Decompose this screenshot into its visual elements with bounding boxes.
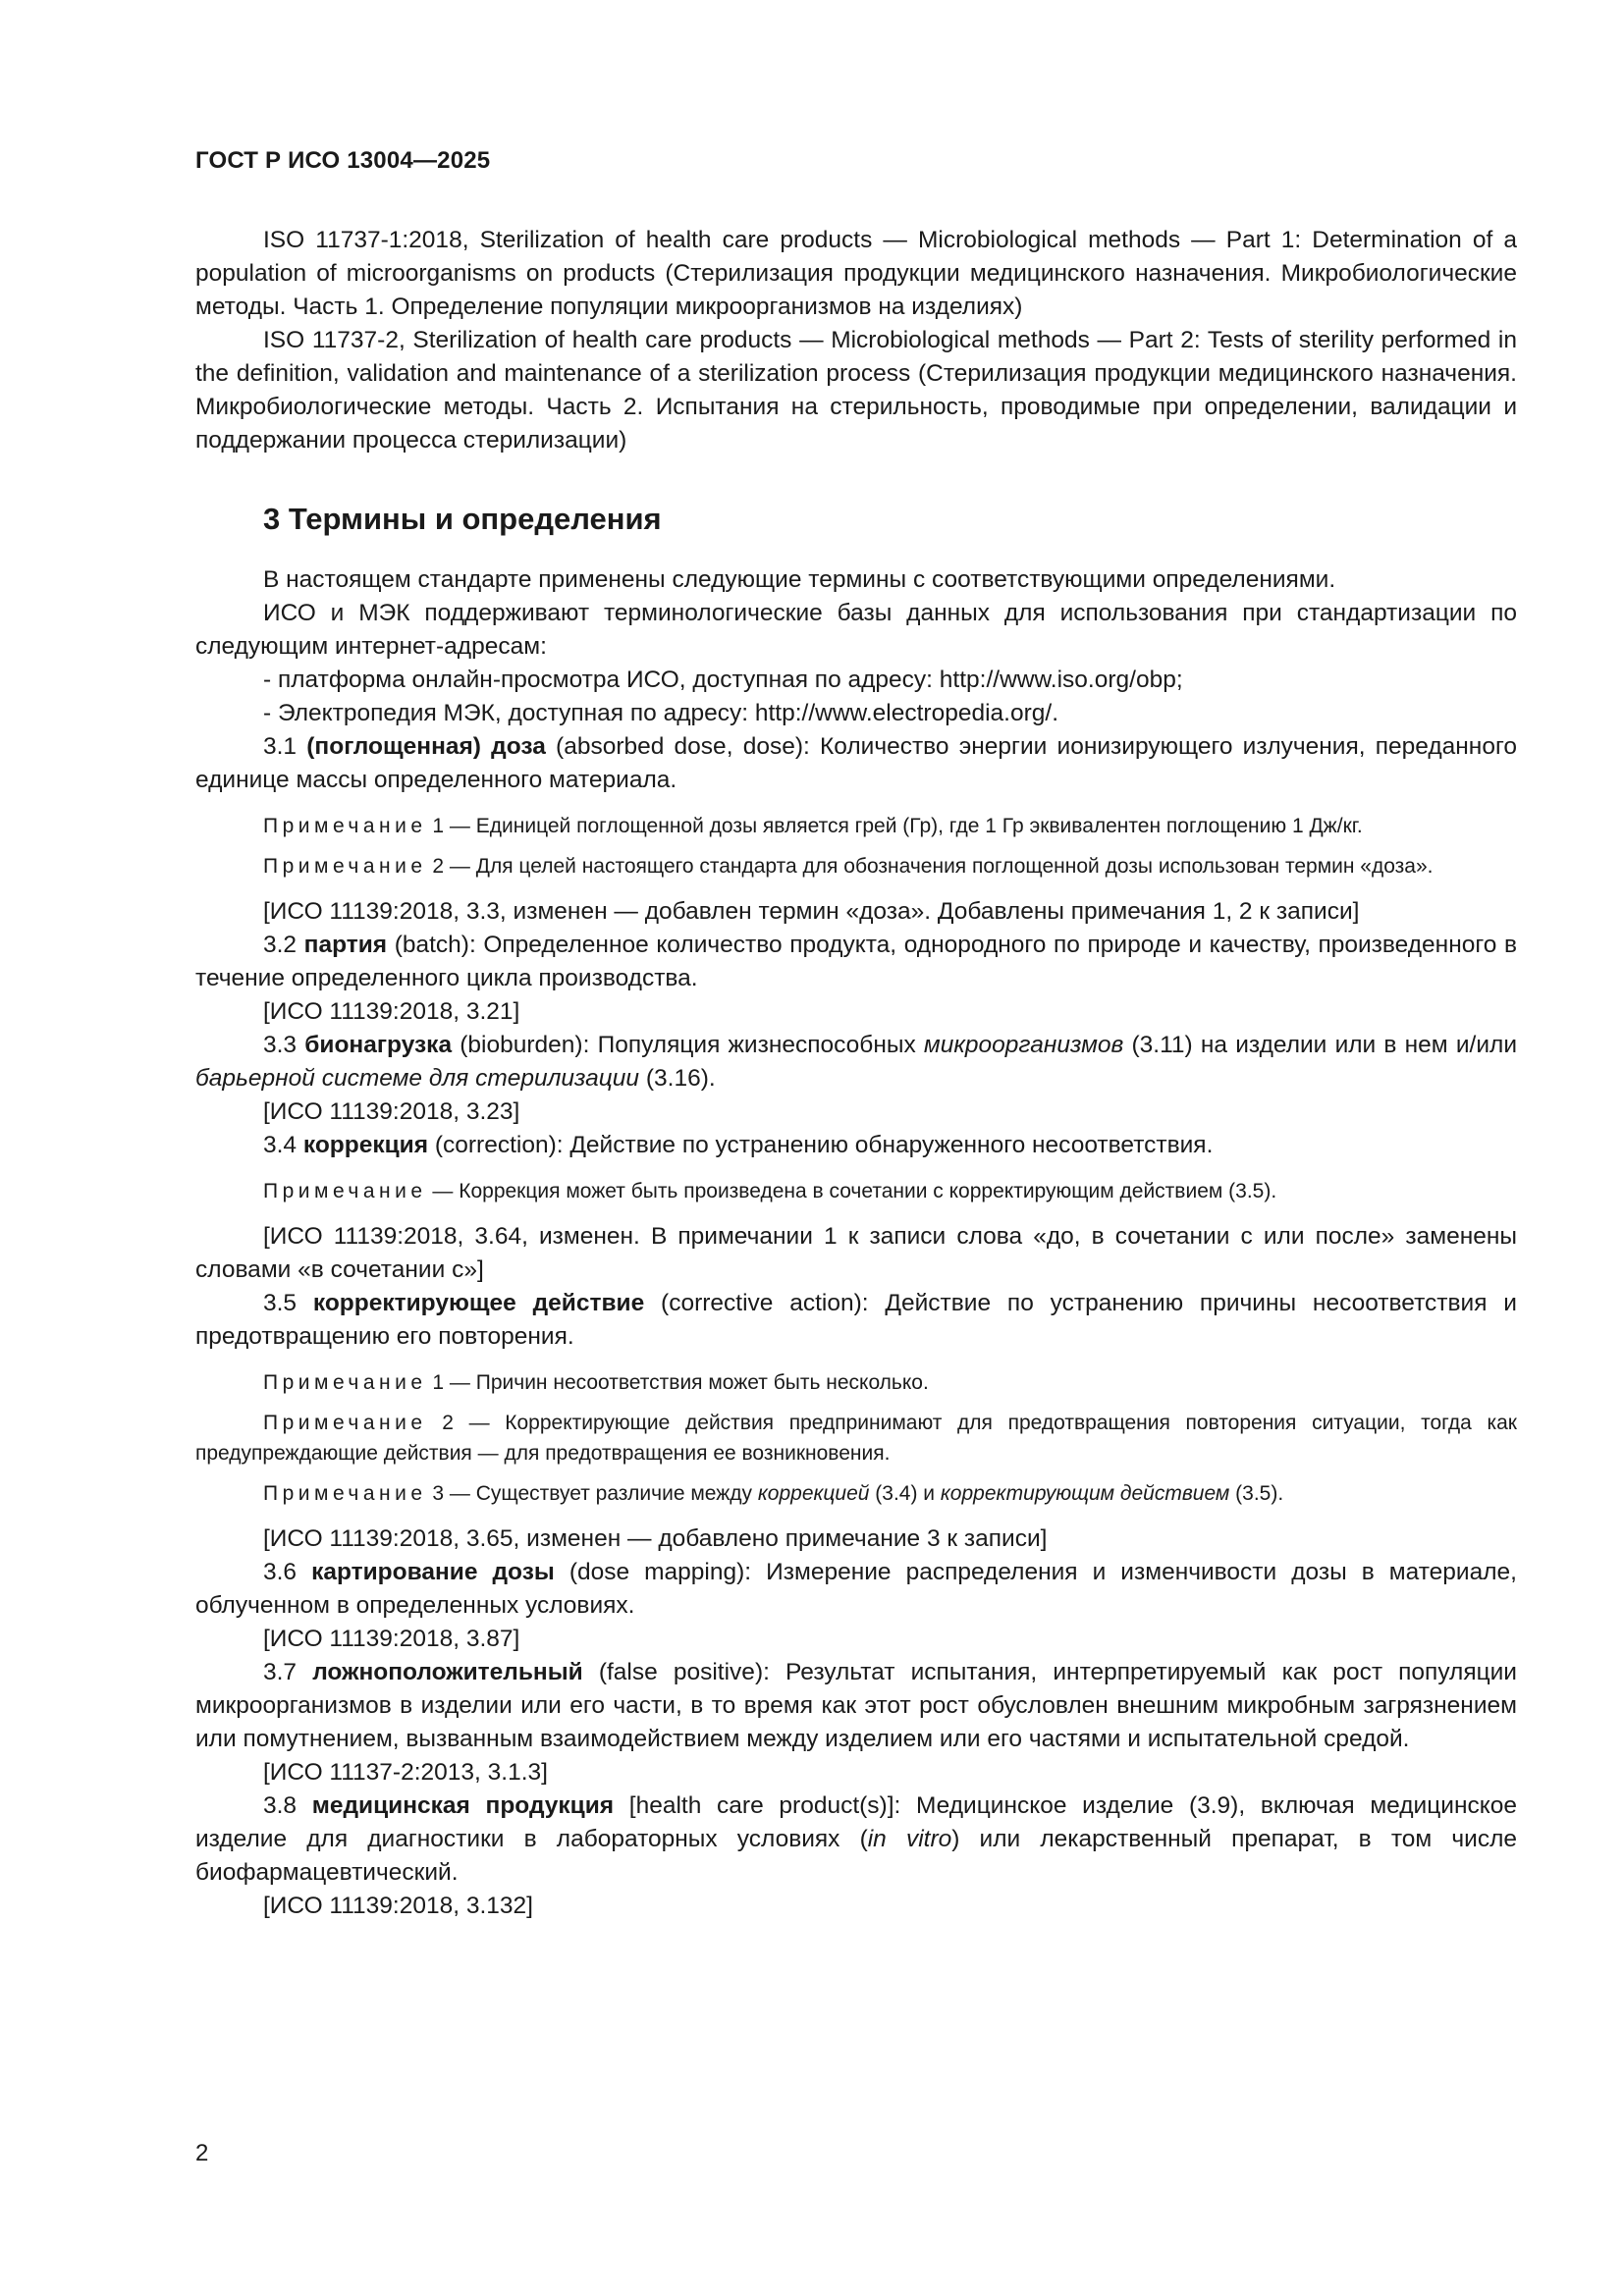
note-text: 1 — Причин несоответствия может быть несколько. bbox=[426, 1371, 929, 1394]
note-text: 2 — Для целей настоящего стандарта для обозначения поглощенной дозы использован термин «доза». bbox=[426, 855, 1434, 878]
term-number: 3.5 bbox=[263, 1290, 313, 1316]
term-definition: [health care product(s)]: Медицинское изделие (3.9), включая медицинское изделие для диагностики в лабораторных условиях ( bbox=[195, 1792, 1517, 1852]
term-name: партия bbox=[303, 932, 388, 958]
note-label: Примечание bbox=[263, 1180, 427, 1202]
note-text: 2 — Корректирующие действия предпринимают для предотвращения повторения ситуации, тогда как предупреждающие действия — для предотвращения ее возникновения. bbox=[195, 1412, 1517, 1465]
note-text: 1 — Единицей поглощенной дозы является грей (Гр), где 1 Гр эквивалентен поглощению 1 Дж/кг. bbox=[426, 815, 1363, 837]
reference-iso-11737-1: ISO 11737-1:2018, Sterilization of health care products — Microbiological methods — Part 1: Determination of a population of microorganisms on products (Стерилизация продукции медицинского назначения. Микробиологические методы. Часть 1. Определение популяции микроорганизмов на изделиях) bbox=[195, 227, 1517, 320]
note-3-5-3 bbox=[195, 1478, 1517, 1509]
term-3-4 bbox=[195, 1129, 1517, 1162]
term-definition: (3.16). bbox=[639, 1065, 716, 1092]
note-label: Примечание bbox=[263, 1482, 427, 1505]
note-3-1-2 bbox=[195, 851, 1517, 881]
note-label: Примечание bbox=[263, 1412, 427, 1434]
section-heading: 3 Термины и определения bbox=[263, 502, 662, 536]
term-name: бионагрузка bbox=[304, 1032, 453, 1058]
term-definition: (false positive): Результат испытания, интерпретируемый как рост популяции микроорганизмов в изделии или его части, в то время как этот рост обусловлен внешним микробным загрязнением или помутнением, вызванным взаимодействием между изделием или его частями и испытательной средой. bbox=[195, 1659, 1517, 1752]
page-number: 2 bbox=[195, 2140, 209, 2166]
term-name: коррекция bbox=[302, 1132, 429, 1158]
term-name: ложноположительный bbox=[312, 1659, 583, 1685]
source-3-7: [ИСО 11137-2:2013, 3.1.3] bbox=[263, 1759, 548, 1786]
term-number: 3.8 bbox=[263, 1792, 312, 1819]
note-label: Примечание bbox=[263, 1371, 427, 1394]
bullet-iso-obp: - платформа онлайн-просмотра ИСО, доступная по адресу: http://www.iso.org/obp; bbox=[263, 667, 1183, 693]
note-text: 3 — Существует различие между bbox=[426, 1482, 758, 1505]
note-text: (3.4) и bbox=[869, 1482, 941, 1505]
term-definition: ) или лекарственный препарат, в том числе биофармацевтический. bbox=[195, 1826, 1517, 1886]
term-name: медицинская продукция bbox=[311, 1792, 615, 1819]
term-reference: микроорганизмов bbox=[923, 1032, 1124, 1058]
source-3-2: [ИСО 11139:2018, 3.21] bbox=[263, 998, 520, 1025]
term-definition: (corrective action): Действие по устранению причины несоответствия и предотвращению его повторения. bbox=[195, 1290, 1517, 1350]
term-name: картирование дозы bbox=[311, 1559, 555, 1585]
source-3-4: [ИСО 11139:2018, 3.64, изменен. В примечании 1 к записи слова «до, в сочетании с или после» заменены словами «в сочетании с»] bbox=[195, 1223, 1517, 1283]
term-definition: (3.11) на изделии или в нем и/или bbox=[1123, 1032, 1517, 1058]
source-3-5: [ИСО 11139:2018, 3.65, изменен — добавлено примечание 3 к записи] bbox=[263, 1525, 1048, 1552]
note-label: Примечание bbox=[263, 815, 427, 837]
term-definition: (batch): Определенное количество продукта, однородного по природе и качеству, произведенного в течение определенного цикла производства. bbox=[195, 932, 1517, 991]
source-3-1: [ИСО 11139:2018, 3.3, изменен — добавлен термин «доза». Добавлены примечания 1, 2 к записи] bbox=[263, 898, 1360, 925]
term-3-5 bbox=[195, 1287, 1517, 1354]
note-3-4 bbox=[195, 1176, 1517, 1206]
term-number: 3.4 bbox=[263, 1132, 303, 1158]
term-3-7 bbox=[195, 1656, 1517, 1756]
source-3-6: [ИСО 11139:2018, 3.87] bbox=[263, 1626, 520, 1652]
section-intro-2: ИСО и МЭК поддерживают терминологические базы данных для использования при стандартизации по следующим интернет-адресам: bbox=[195, 600, 1517, 660]
document-header: ГОСТ Р ИСО 13004—2025 bbox=[195, 147, 491, 174]
term-name: (поглощенная) доза bbox=[306, 733, 546, 760]
term-3-3 bbox=[195, 1029, 1517, 1095]
note-text: (3.5). bbox=[1229, 1482, 1284, 1505]
source-3-3: [ИСО 11139:2018, 3.23] bbox=[263, 1098, 520, 1125]
term-reference: корректирующим действием bbox=[940, 1482, 1230, 1505]
note-3-5-1 bbox=[195, 1367, 1517, 1398]
term-number: 3.7 bbox=[263, 1659, 313, 1685]
term-number: 3.3 bbox=[263, 1032, 305, 1058]
term-3-6 bbox=[195, 1556, 1517, 1623]
term-reference: барьерной системе для стерилизации bbox=[195, 1065, 640, 1092]
page-content bbox=[195, 224, 1517, 1923]
term-name: корректирующее действие bbox=[312, 1290, 645, 1316]
term-number: 3.6 bbox=[263, 1559, 312, 1585]
source-3-8: [ИСО 11139:2018, 3.132] bbox=[263, 1893, 533, 1919]
note-3-5-2 bbox=[195, 1408, 1517, 1468]
term-definition: (correction): Действие по устранению обнаруженного несоответствия. bbox=[428, 1132, 1214, 1158]
term-definition: (bioburden): Популяция жизнеспособных bbox=[452, 1032, 924, 1058]
term-number: 3.2 bbox=[263, 932, 304, 958]
term-definition: (absorbed dose, dose): Количество энергии ионизирующего излучения, переданного единице массы определенного материала. bbox=[195, 733, 1517, 793]
note-3-1-1 bbox=[195, 811, 1517, 841]
term-definition: (dose mapping): Измерение распределения и изменчивости дозы в материале, облученном в определенных условиях. bbox=[195, 1559, 1517, 1619]
term-3-1 bbox=[195, 730, 1517, 797]
term-number: 3.1 bbox=[263, 733, 307, 760]
note-label: Примечание bbox=[263, 855, 427, 878]
reference-iso-11737-2: ISO 11737-2, Sterilization of health care products — Microbiological methods — Part 2: Tests of sterility performed in the definition, validation and maintenance of a sterilization process (Стерилизация продукции медицинского назначения. Микробиологические методы. Часть 2. Испытания на стерильность, проводимые при определении, валидации и поддержании процесса стерилизации) bbox=[195, 327, 1517, 454]
note-text: — Коррекция может быть произведена в сочетании с корректирующим действием (3.5). bbox=[426, 1180, 1277, 1202]
term-3-8 bbox=[195, 1789, 1517, 1890]
term-latin: in vitro bbox=[867, 1826, 952, 1852]
section-intro-1: В настоящем стандарте применены следующие термины с соответствующими определениями. bbox=[263, 566, 1336, 593]
term-3-2 bbox=[195, 929, 1517, 995]
bullet-electropedia: - Электропедия МЭК, доступная по адресу: http://www.electropedia.org/. bbox=[263, 700, 1058, 726]
term-reference: коррекцией bbox=[757, 1482, 870, 1505]
